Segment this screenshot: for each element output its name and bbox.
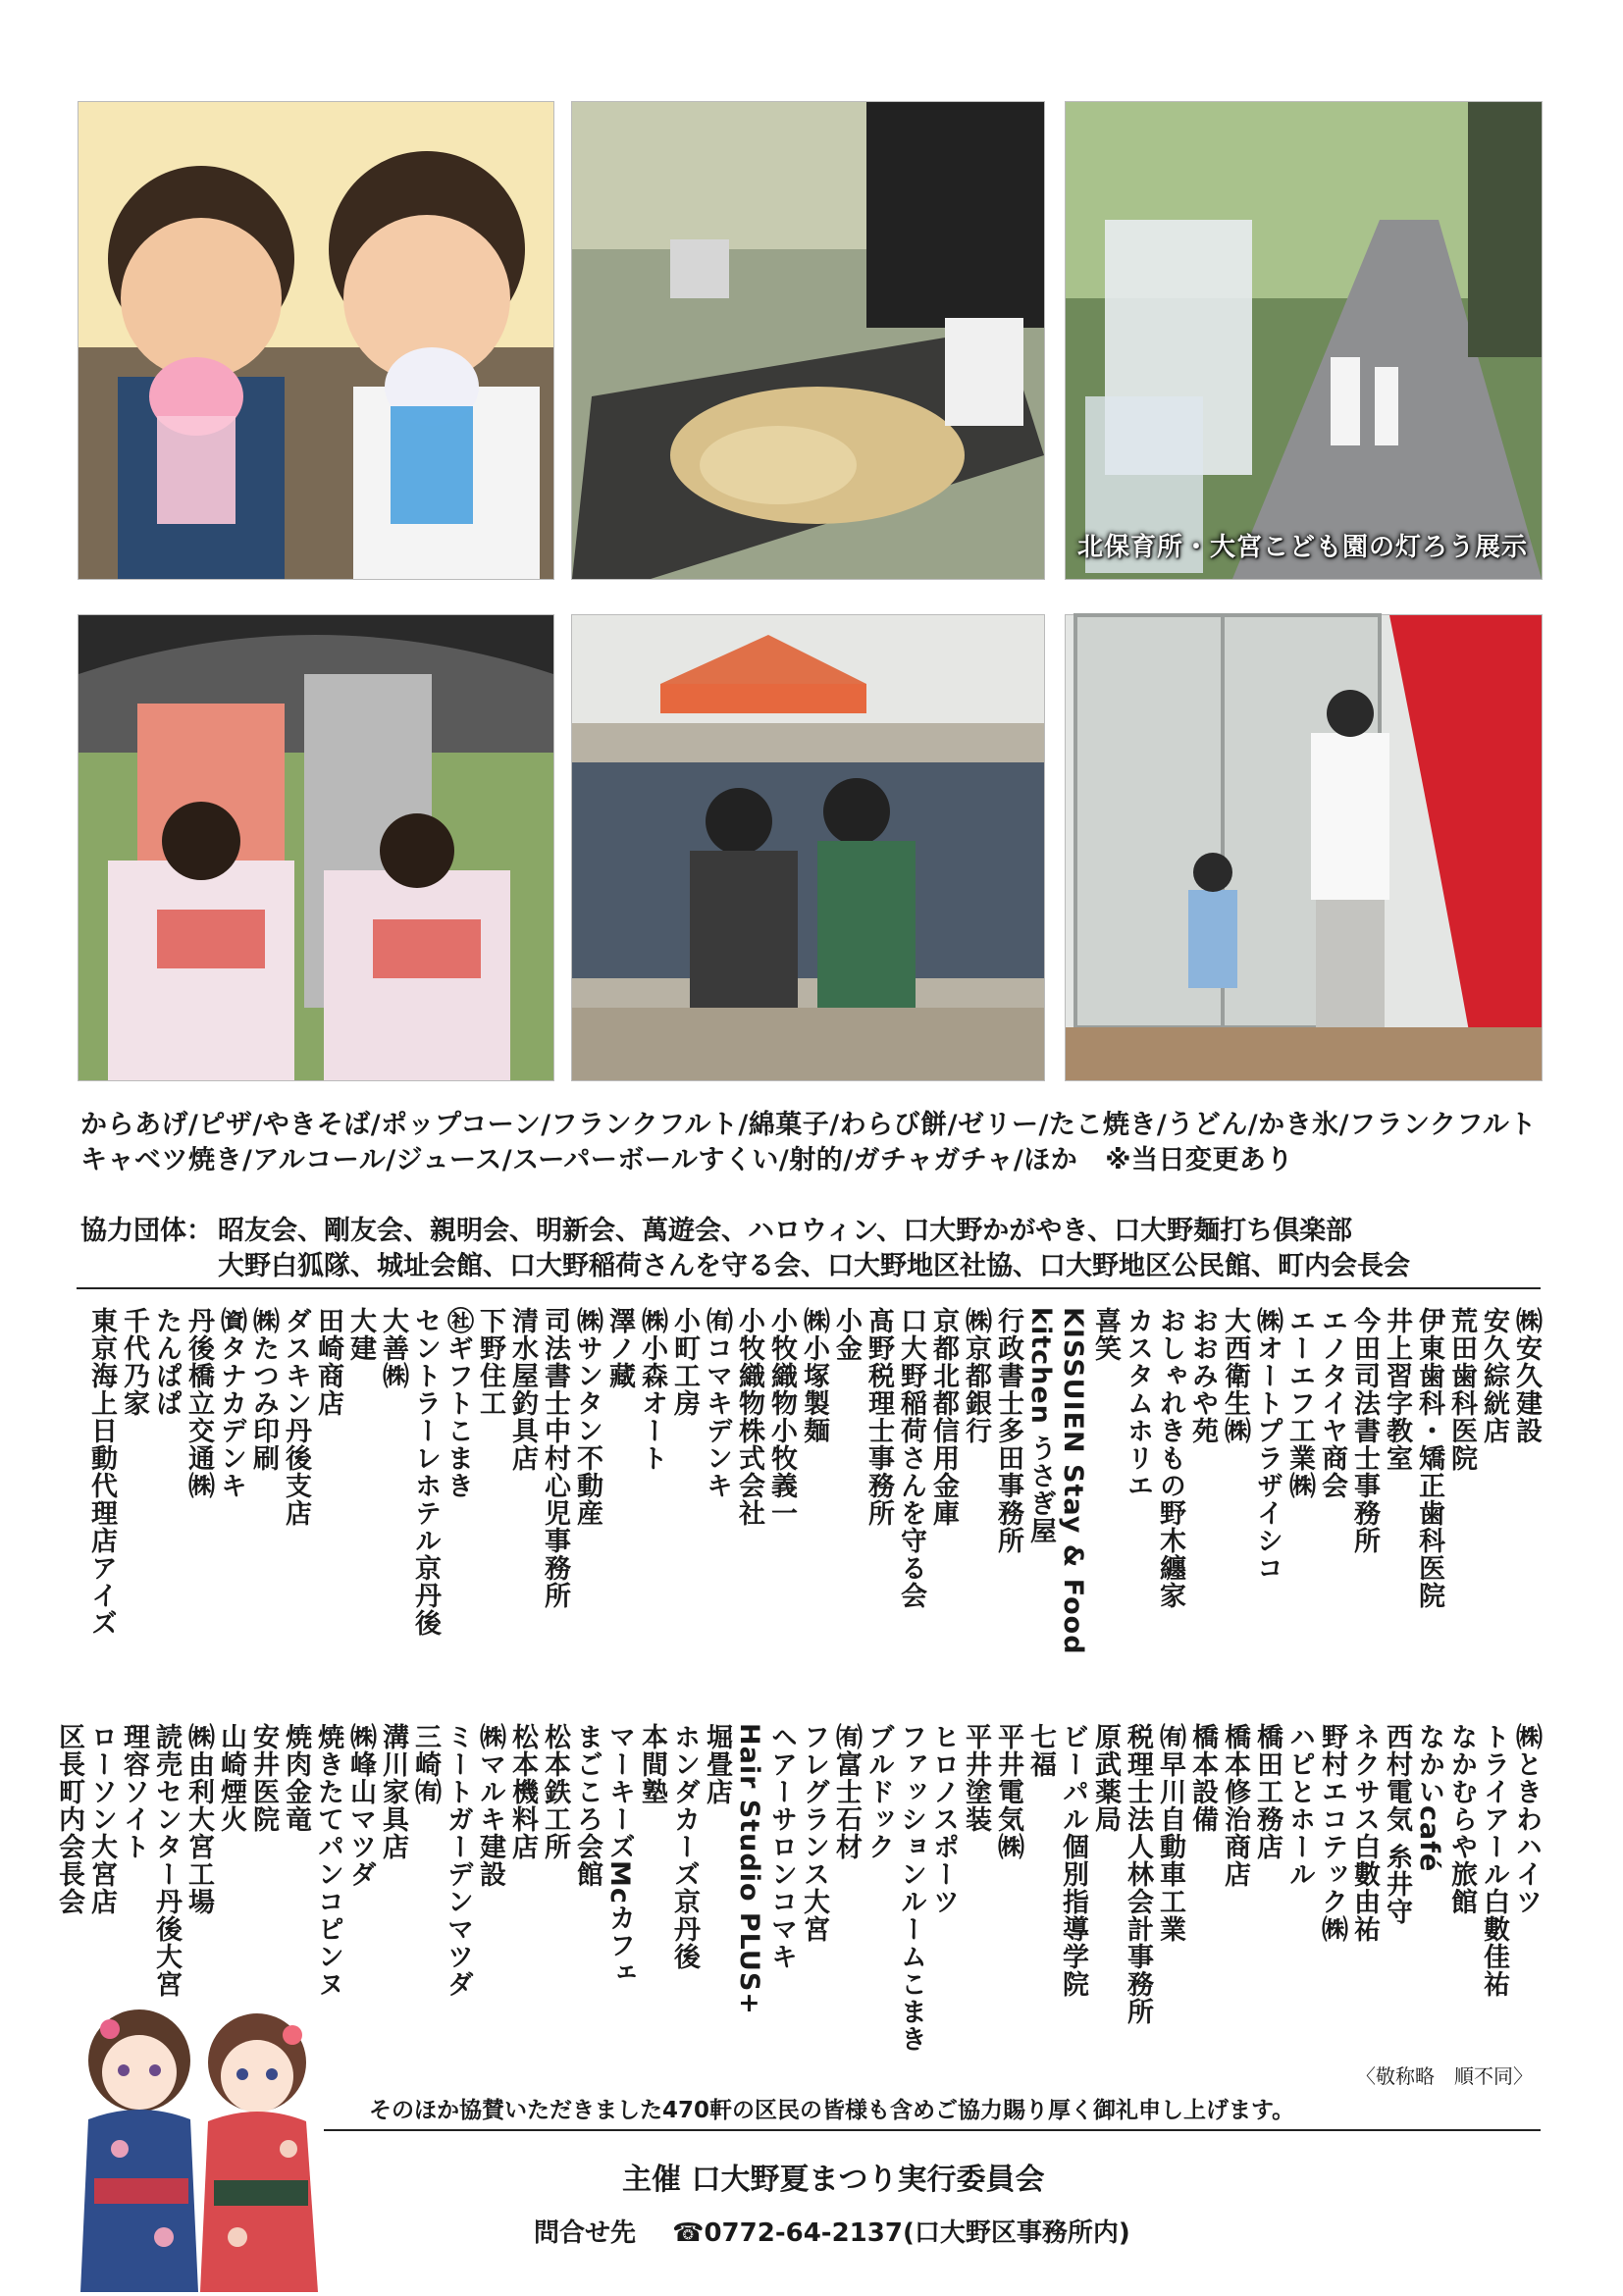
footer-rule [324,2129,1541,2131]
sponsor-name: 焼肉金竜 [281,1723,311,1833]
sponsor-name: 千代乃家 [119,1307,149,1417]
sponsor-name: 清水屋釣具店 [507,1307,538,1472]
contact-info [534,2213,1130,2249]
photo-stage-singer [1065,614,1543,1081]
menu-line-1: からあげ/ピザ/やきそば/ポップコーン/フランクフルト/綿菓子/わらび餅/ゼリー/たこ焼き/うどん/かき氷/フランクフルト [80,1110,1537,1140]
sponsor-name: セントラーレホテル京丹後 [410,1307,441,1637]
sponsor-name: 澤ノ藏 [604,1307,635,1389]
sponsor-name: 今田司法書士事務所 [1349,1307,1380,1554]
sponsor-name: まごころ会館 [572,1723,602,1888]
sponsor-name: 安井医院 [248,1723,279,1833]
lantern-caption: 北保育所・大宮こども園の灯ろう展示 [1076,533,1528,562]
cooperation-label: 協力団体： [80,1216,213,1246]
sponsor-name: 読売センター丹後大宮 [151,1723,182,1998]
sponsor-name: 喜笑 [1090,1307,1121,1362]
sponsor-name: おしゃれきもの野木纏家 [1155,1307,1185,1609]
sponsor-name: 原武薬局 [1090,1723,1121,1833]
sponsor-name: トライアール白數佳祐 [1479,1723,1509,1998]
sponsor-name: ㈱サンタン不動産 [572,1307,602,1527]
sponsor-name: 荒田歯科医院 [1446,1307,1477,1472]
sponsor-name: ㈾タナカデンキ [216,1307,246,1499]
sponsor-name: おおみや苑 [1187,1307,1218,1444]
sponsor-name: ㈱たつみ印刷 [248,1307,279,1472]
sponsor-name: 橋本修治商店 [1220,1723,1250,1888]
sponsor-name: マーキーズMcカフェ [604,1723,635,1987]
sponsor-name: カスタムホリエ [1123,1307,1153,1499]
sponsor-name: 本間塾 [637,1723,667,1805]
sponsor-name: ヘアーサロンコマキ [766,1723,797,1970]
sponsor-name: 平井電気㈱ [993,1723,1023,1860]
photo-yukata-girls [78,614,554,1081]
sponsor-name: ヒロノスポーツ [928,1723,959,1915]
sponsor-name: ブルドック [864,1723,894,1860]
sponsor-name: 堀畳店 [702,1723,732,1805]
sponsor-name: なかいcafé [1414,1723,1444,1873]
sponsor-name: ホンダカーズ京丹後 [669,1723,700,1970]
sponsor-name: ㊓ギフトこまき [443,1307,473,1499]
sponsor-name: 小牧織物株式会社 [734,1307,764,1527]
sponsor-name: 平井塗装 [961,1723,991,1833]
sponsor-name: 三崎㈲ [410,1723,441,1805]
sponsor-name: ㈱マルキ建設 [475,1723,505,1888]
sponsor-name: 七福 [1025,1723,1056,1778]
sponsor-name: フレグランス大宮 [799,1723,829,1943]
sponsor-name: ローソン大宮店 [86,1723,117,1915]
sponsor-name: 西村電気 糸井守 [1382,1723,1412,1926]
sponsor-name: 東京海上日動代理店アイズ [86,1307,117,1637]
sponsor-name: ㈱小塚製麺 [799,1307,829,1444]
cooperation-line-2: 大野白狐隊、城址会館、口大野稲荷さんを守る会、口大野地区社協、口大野地区公民館、町内会長会 [218,1251,1410,1281]
sponsor-name: 理容ソイト [119,1723,149,1860]
thanks-message: そのほか協賛いただきました470軒の区民の皆様も含めご協力賜り厚く御礼申し上げます。 [369,2098,1295,2123]
sponsor-name: KISSUIEN Stay & Food [1058,1307,1088,1655]
sponsor-name: ㈲富士石材 [831,1723,862,1860]
sponsor-name: エノタイヤ商会 [1317,1307,1347,1499]
photo-festival-crowd [571,614,1045,1081]
sponsor-name: ㈲コマキデンキ [702,1307,732,1499]
sponsor-name: 安久綜絖店 [1479,1307,1509,1444]
sponsor-name: 大西衛生㈱ [1220,1307,1250,1444]
sponsor-name: ㈱オートプラザイシコ [1252,1307,1283,1582]
sponsor-name: ㈲早川自動車工業 [1155,1723,1185,1943]
sponsor-name: ファッションルームこまき [896,1723,926,2053]
contact-label: 問合せ先 [534,2218,637,2248]
sponsor-name: 髙野税理士事務所 [864,1307,894,1527]
sponsor-name: たんぱぱ [151,1307,182,1417]
sponsor-name: なかむらや旅館 [1446,1723,1477,1915]
sponsor-name: 丹後橋立交通㈱ [183,1307,214,1499]
sponsor-name: kitchen うさぎ屋 [1025,1307,1056,1545]
sponsor-name: 口大野稲荷さんを守る会 [896,1307,926,1609]
photo-lantern-display [1065,101,1543,580]
sponsor-name: エーエフ工業㈱ [1284,1307,1315,1499]
sponsor-name: 大善㈱ [378,1307,408,1389]
sponsor-name: 橋本設備 [1187,1723,1218,1833]
sponsor-name: 小牧織物小牧義一 [766,1307,797,1527]
contact-phone: ☎0772-64-2137(口大野区事務所内) [672,2218,1130,2248]
sponsor-name: 橋田工務店 [1252,1723,1283,1860]
sponsor-name: 焼きたてパンコピンヌ [313,1723,343,1998]
sponsor-name: 伊東歯科・矯正歯科医院 [1414,1307,1444,1609]
sponsor-name: ビーパル個別指導学院 [1058,1723,1088,1998]
menu-items-2: キャベツ焼き/アルコール/ジュース/スーパーボールすくい/射的/ガチャガチャ/ほか [80,1145,1078,1175]
sponsor-name: ㈱京都銀行 [961,1307,991,1444]
yukata-girls-illustration [61,1992,336,2292]
menu-note: ※当日変更あり [1105,1145,1293,1175]
sponsor-name: ミートガーデンマツダ [443,1723,473,1998]
sponsor-name: Hair Studio PLUS+ [734,1723,764,2015]
sponsor-name: ㈱由利大宮工場 [183,1723,214,1915]
sponsor-name: 税理士法人林会計事務所 [1123,1723,1153,2025]
photo-children-shaved-ice [78,101,554,580]
sponsor-name: 野村エコテック㈱ [1317,1723,1347,1943]
host-organization: 主催 口大野夏まつり実行委員会 [622,2163,1045,2197]
sponsor-name: ㈱峰山マツダ [345,1723,376,1888]
cooperation-line-1: 昭友会、剛友会、親明会、明新会、萬遊会、ハロウィン、口大野かがやき、口大野麺打ち倶楽部 [218,1216,1353,1246]
sponsor-name: 京都北都信用金庫 [928,1307,959,1527]
sponsor-name: 井上習字教室 [1382,1307,1412,1472]
sponsor-name: ㈱小森オート [637,1307,667,1472]
sponsor-name: 松本機料店 [507,1723,538,1860]
sponsor-name: 区長町内会長会 [54,1723,84,1915]
sponsor-name: 下野住工 [475,1307,505,1417]
sponsor-name: ㈱安久建設 [1511,1307,1542,1444]
sponsor-name: 小金 [831,1307,862,1362]
honorific-notice: 〈敬称略 順不同〉 [1356,2064,1533,2088]
photo-yakisoba-grill [571,101,1045,580]
sponsor-top-rule [77,1287,1541,1289]
sponsor-name: ㈱ときわハイツ [1511,1723,1542,1915]
sponsor-name: 司法書士中村心児事務所 [540,1307,570,1609]
sponsor-name: ネクサス白數由祐 [1349,1723,1380,1943]
sponsor-name: ダスキン丹後支店 [281,1307,311,1527]
sponsor-name: 溝川家具店 [378,1723,408,1860]
sponsor-name: 松本鉄工所 [540,1723,570,1860]
sponsor-name: 山崎煙火 [216,1723,246,1833]
menu-line-2 [80,1138,1293,1176]
sponsor-block-1 [79,1307,1543,1719]
sponsor-name: 行政書士多田事務所 [993,1307,1023,1554]
sponsor-name: 大建 [345,1307,376,1362]
sponsor-name: ハピとホール [1284,1723,1315,1888]
sponsor-name: 田崎商店 [313,1307,343,1417]
sponsor-name: 小町工房 [669,1307,700,1417]
